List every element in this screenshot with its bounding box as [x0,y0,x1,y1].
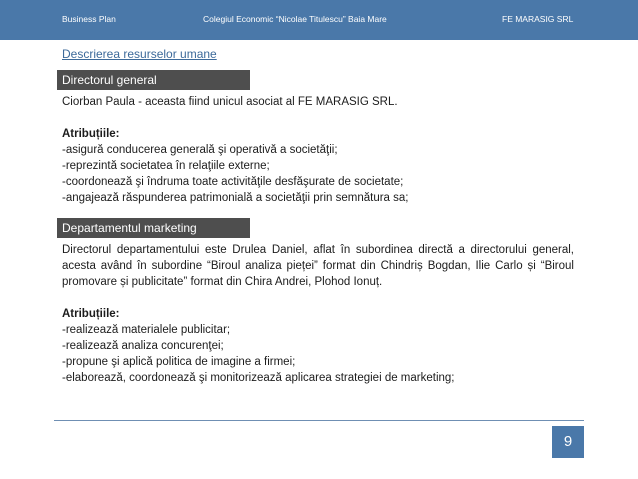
header-right-text: FE MARASIG SRL [502,14,574,24]
marketing-duty: -realizează materialele publicitar; [62,324,231,336]
header-left-text: Business Plan [62,14,116,24]
director-duty: -asigură conducerea generală şi operativă a societăţii; [62,144,338,156]
director-heading: Directorul general [57,70,250,90]
director-duties-title: Atribuțiile: [62,128,120,140]
director-duty: -coordonează şi îndruma toate activităţile desfăşurate de societate; [62,176,404,188]
marketing-content [62,242,574,386]
marketing-duties-title: Atribuțiile: [62,308,120,320]
marketing-duty: -realizează analiza concurenţei; [62,340,224,352]
director-intro: Ciorban Paula - aceasta fiind unicul asociat al FE MARASIG SRL. [62,96,398,108]
marketing-intro: Directorul departamentului este Drulea Daniel, aflat în subordinea directă a directorului general, acesta având în subordine “Biroul analiza pieței” format din Chindriș Bogdan, Ilie Carlo și “Biroul promovare și publicitate” format din Chira Andrei, Plohod Ionuț. [62,244,574,288]
director-duty: -reprezintă societatea în relaţiile externe; [62,160,270,172]
page-number: 9 [552,426,584,458]
marketing-duty: -elaborează, coordonează şi monitorizează aplicarea strategiei de marketing; [62,372,455,384]
director-content [62,94,582,206]
footer-divider [54,420,584,421]
header-center-text: Colegiul Economic “Nicolae Titulescu” Baia Mare [203,14,387,24]
header-bar [0,0,638,40]
marketing-heading: Departamentul marketing [57,218,250,238]
director-duty: -angajează răspunderea patrimonială a societăţii prin semnătura sa; [62,192,409,204]
section-title: Descrierea resurselor umane [62,47,217,61]
marketing-duty: -propune şi aplică politica de imagine a firmei; [62,356,296,368]
